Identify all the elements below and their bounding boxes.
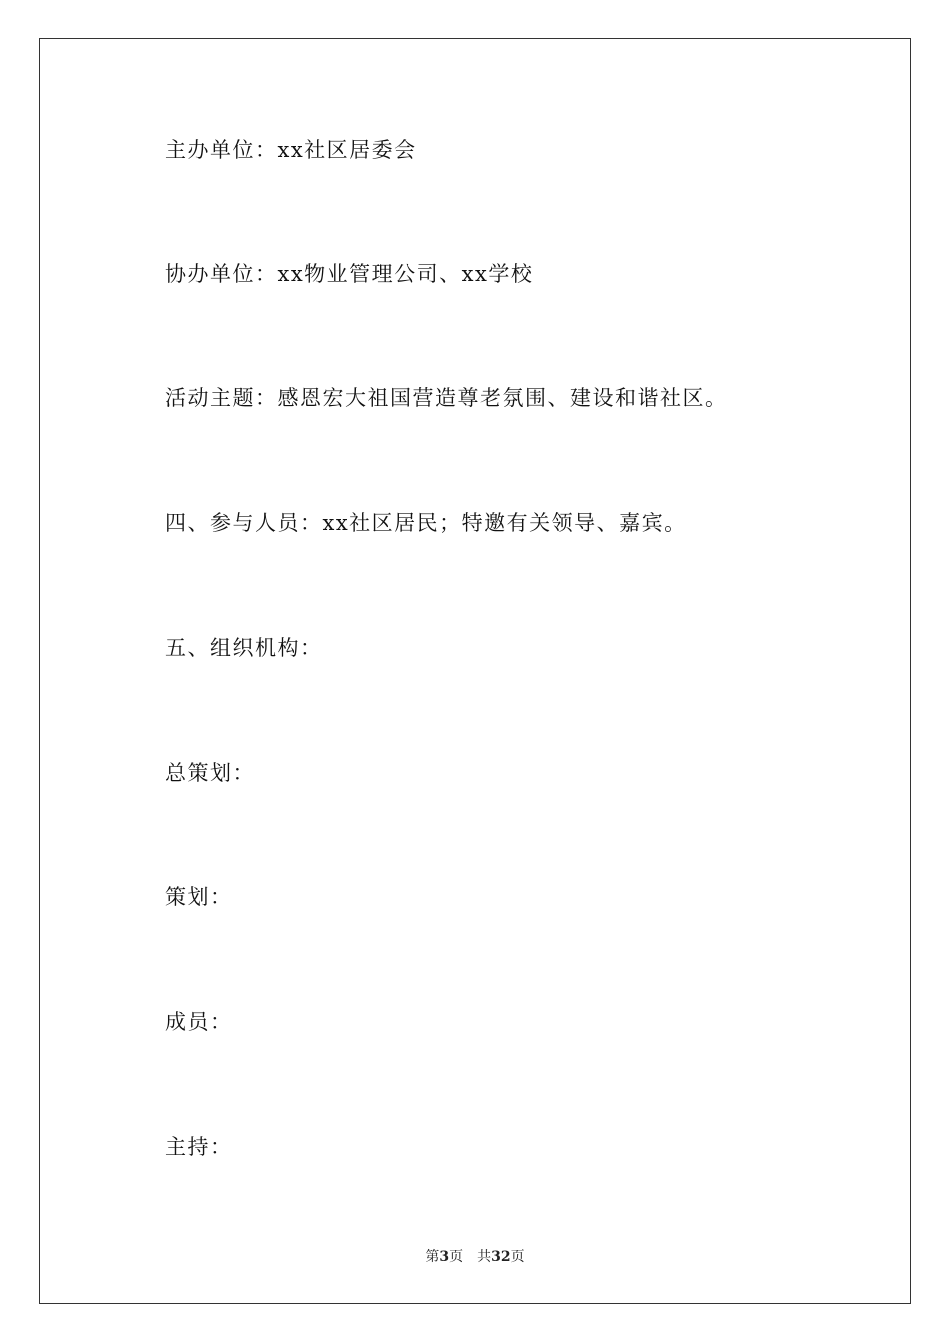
total-pages: 32 <box>491 1249 511 1265</box>
total-prefix: 共 <box>477 1249 492 1265</box>
chief-planner-line: 总策划： <box>165 761 255 785</box>
total-suffix: 页 <box>510 1249 525 1265</box>
planner-line: 策划： <box>165 885 233 909</box>
page-prefix: 第 <box>425 1249 440 1265</box>
host-line: 主持： <box>165 1135 233 1159</box>
theme-line: 活动主题：感恩宏大祖国营造尊老氛围、建设和谐社区。 <box>165 386 728 410</box>
page-number: 3 <box>439 1249 450 1265</box>
co-organizer-line: 协办单位：xx物业管理公司、xx学校 <box>165 262 534 286</box>
organizer-line: 主办单位：xx社区居委会 <box>165 138 417 162</box>
page-suffix: 页 <box>449 1249 464 1265</box>
page-footer <box>0 1248 950 1266</box>
page-border <box>39 38 911 1304</box>
participants-line: 四、参与人员：xx社区居民；特邀有关领导、嘉宾。 <box>165 511 687 535</box>
organization-heading: 五、组织机构： <box>165 636 323 660</box>
members-line: 成员： <box>165 1010 233 1034</box>
